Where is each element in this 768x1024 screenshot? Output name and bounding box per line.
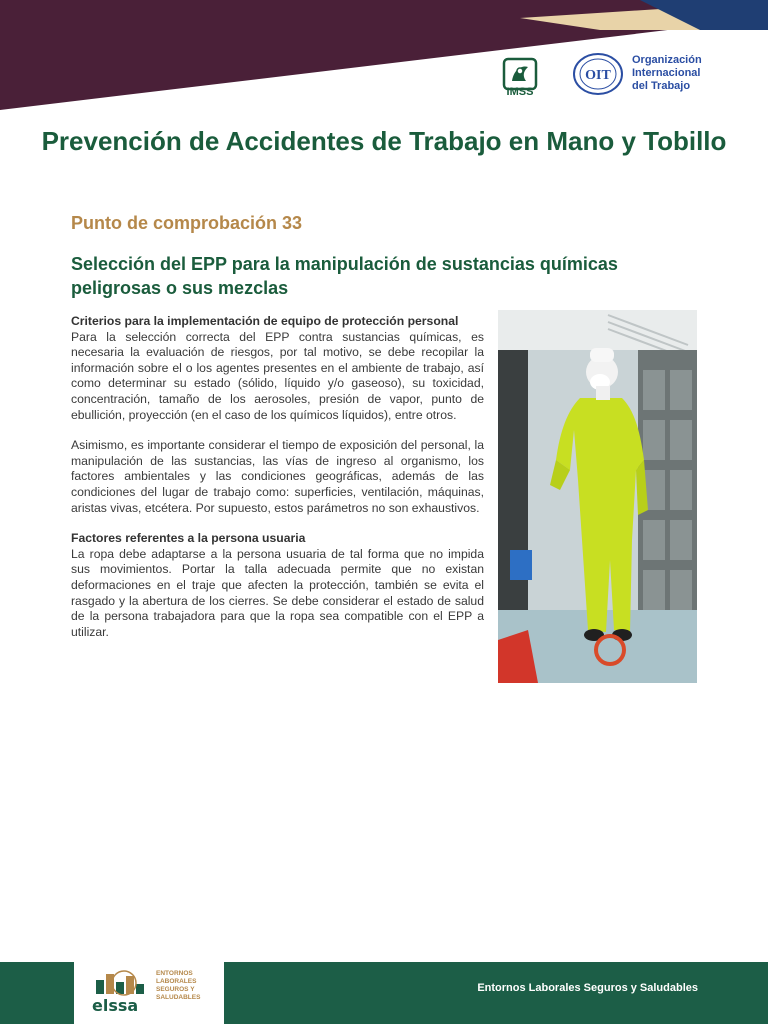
elssa-wordmark: elssa [92, 996, 139, 1015]
partner-logos [500, 50, 710, 102]
elssa-buildings-icon [94, 970, 154, 996]
elssa-logo [74, 962, 224, 1024]
section-heading: Factores referentes a la persona usuaria [71, 531, 306, 546]
paragraph: La ropa debe adaptarse a la persona usuaria de tal forma que no impida sus movimientos. Portar la talla adecuada permite que no existan deformaciones en el traje que afecten la protección, también se evita el rasgado y la abertura de los cierres. Se debe considerar el estado de salud de la persona trabajadora para que la ropa sea compatible con el EPP a utilizar. [71, 546, 484, 639]
oit-logo-icon [572, 52, 624, 96]
section-subtitle: Selección del EPP para la manipulación de sustancias químicas peligrosas o sus mezclas [71, 254, 618, 298]
worker-ppe-photo [498, 310, 697, 683]
paragraph: Asimismo, es importante considerar el tiempo de exposición del personal, la manipulación de las sustancias, las vías de ingreso al organismo, los factores ambientales y las condiciones geográficas, además de las condiciones del lugar de trabajo como: superficies, ventilación, máquinas, aristas vivas, etcétera. Por supuesto, estos parámetros no son exhaustivos. [71, 438, 484, 515]
imss-label: IMSS [506, 86, 534, 98]
oit-logo-text: OIT [585, 68, 611, 83]
page-title: Prevención de Accidentes de Trabajo en Mano y Tobillo [41, 126, 727, 156]
oit-label: Organización Internacional del Trabajo [632, 54, 702, 92]
paragraph: Para la selección correcta del EPP contra sustancias químicas, es necesaria la evaluación de riesgos, por tal motivo, se debe recopilar la información sobre el o los agentes presentes en el ambiente de trabajo, así como determinar su estado (sólido, líquido y/o gaseoso), su toxicidad, concentración, tamaño de los aerosoles, presión de vapor, punto de ebullición, proyección (en el caso de los químicos líquidos), entre otros. [71, 329, 484, 422]
section-heading: Criterios para la implementación de equipo de protección personal [71, 314, 459, 328]
footer-caption: Entornos Laborales Seguros y Saludables [477, 982, 698, 994]
checkpoint-heading: Punto de comprobación 33 [71, 213, 303, 233]
elssa-tagline: ENTORNOS LABORALES SEGUROS Y SALUDABLES [156, 970, 201, 1001]
footer [0, 962, 768, 1024]
body-content [71, 314, 484, 655]
